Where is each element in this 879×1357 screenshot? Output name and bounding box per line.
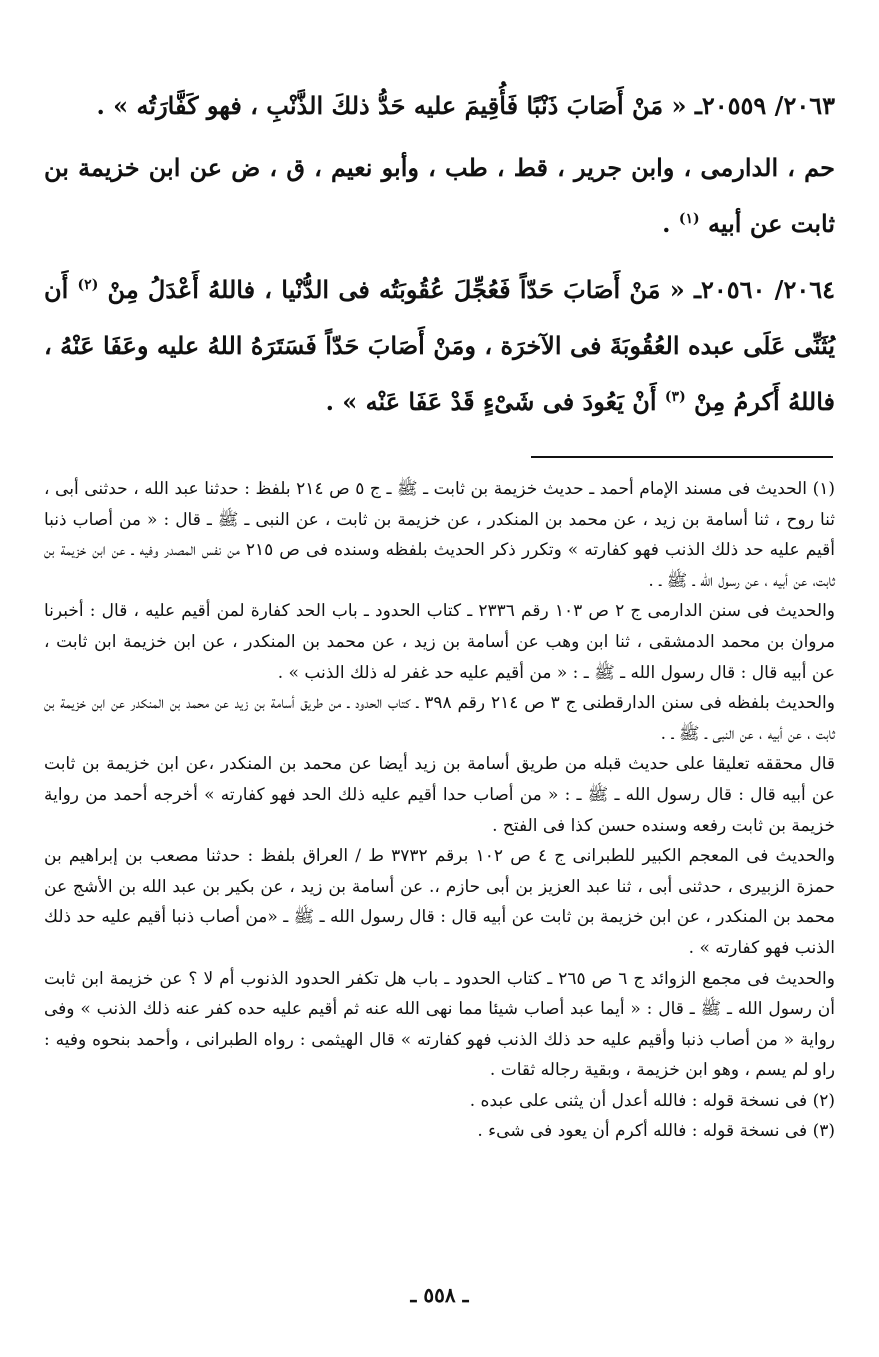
sources-end: . [662,209,679,238]
hadith-number: ٢٠٦٣/ ٢٠٥٥٩ [701,91,835,120]
footnote-3: (٣) فى نسخة قوله : فالله أكرم أن يعود فى شىء . [477,1121,835,1142]
hadith-number: ٢٠٦٤/ ٢٠٥٦٠ [700,275,835,304]
footnote-1: (١) الحديث فى مسند الإمام أحمد ـ حديث خزيمة بن ثابت ـ ﷺ ـ ج ٥ ص ٢١٤ بلفظ : حدثنا عبد الله ، حدثنى أبى ، ثنا روح ، ثنا أسامة بن زيد ، عن محمد بن المنكدر ، عن خزيمة بن ثابت ، عن النبى ـ ﷺ ـ قال : « من أصاب ذنبا أقيم عليه حد ذلك الذنب فهو كفارته » وتكرر ذكر الحديث بلفظه وسنده فى ص ٢١٥ من نفس المصدر وفيه ـ عن ابن خزيمة بن ثابت، عن أبيه ، عن رسول الله ـ ﷺ ـ . [44,479,835,591]
hadith-2063 [44,78,835,134]
hadith-text: ـ « مَنْ أَصَابَ ذَنْبًا فَأُقِيمَ عليه حَدُّ ذلكَ الذَّنْبِ ، فهو كَفَّارَتُه » . [96,91,702,120]
page-number: ـ ٥٥٨ ـ [410,1283,469,1307]
footnotes [44,474,835,1147]
main-text [44,78,835,430]
footnote-1-darimi: والحديث فى سنن الدارمى ج ٢ ص ١٠٣ رقم ٢٣٣٦ ـ كتاب الحدود ـ باب الحد كفارة لمن أقيم عليه ، قال : أخبرنا مروان بن محمد الدمشقى ، ثنا ابن وهب عن أسامة بن زيد ، عن محمد بن المنكدر ، عن ابن خزيمة ابن ثابت ، عن أبيه قال : قال رسول الله ـ ﷺ ـ : « من أقيم عليه حد غفر له ذلك الذنب » . [44,601,835,683]
sources-text: حم ، الدارمى ، وابن جرير ، قط ، طب ، وأبو نعيم ، ق ، ض عن ابن خزيمة بن ثابت عن أبيه [44,153,835,238]
footnote-1-majma: والحديث فى مجمع الزوائد ج ٦ ص ٢٦٥ ـ كتاب الحدود ـ باب هل تكفر الحدود الذنوب أم لا ؟ عن خزيمة ابن ثابت أن رسول الله ـ ﷺ ـ قال : « أيما عبد أصاب شيئا مما نهى الله عنه ثم أقيم عليه حده كفر عنه ذلك الذنب » وفى رواية « من أصاب ذنبا وأقيم عليه حد ذلك الذنب فهو كفارته » قال الهيثمى : رواه الطبرانى ، وأحمد بنحوه وفيه : راو لم يسم ، وهو ابن خزيمة ، وبقية رجاله ثقات . [44,968,835,1081]
footnote-2: (٢) فى نسخة قوله : فالله أعدل أن يثنى على عبده . [469,1090,835,1111]
footnote-ref-3: (٣) [664,389,686,405]
hadith-2064 [44,262,835,430]
footnote-separator [531,456,833,458]
footnote-1-commentary: قال محققه تعليقا على حديث قبله من طريق أسامة بن زيد أيضا عن محمد بن المنكدر ،عن ابن خزيمة بن ثابت عن أبيه قال : قال رسول الله ـ ﷺ ـ : « من أصاب حدا أقيم عليه ذلك الحد فهو كفارته » أخرجه أحمد من رواية خزيمة بن ثابت رفعه وسنده حسن كذا فى الفتح . [44,754,835,836]
hadith-text-part: أَنْ يَعُودَ فى شَىْءٍ قَدْ عَفَا عَنْه » . [325,387,665,416]
footnote-ref-1: (١) [678,211,700,227]
hadith-text-part: ـ « مَنْ أَصَابَ حَدّاً فَعُجِّلَ عُقُوبَتُه فى الدُّنْيا ، فاللهُ أَعْدَلُ مِنْ [107,275,701,304]
hadith-sources [44,140,835,252]
hadith-text-part: أَن يُثَنِّى عَلَى عبده العُقُوبَةَ فى الآخرَة ، ومَنْ أَصَابَ حَدّاً فَسَتَرَهُ اللهُ عليه وعَفَا عَنْهُ ، فاللهُ أَكرمُ مِنْ [44,275,835,416]
footnote-1-tabarani: والحديث فى المعجم الكبير للطبرانى ج ٤ ص ١٠٢ برقم ٣٧٣٢ ط / العراق بلفظ : حدثنا مصعب بن إبراهيم بن حمزة الزبيرى ، حدثنى أبى ، ثنا عبد العزيز بن أبى حازم ،. عن أسامة بن زيد ، عن بكير بن عبد الله بن الأشج عن محمد بن المنكدر ، عن ابن خزيمة بن ثابت عن أبيه قال : قال رسول الله ـ ﷺ ـ «من أصاب ذنبا أقيم عليه حد ذلك الذنب فهو كفارته » . [44,846,835,958]
footnote-ref-2: (٢) [77,277,99,293]
footnote-1-daraqutni: والحديث بلفظه فى سنن الدارقطنى ج ٣ ص ٢١٤ رقم ٣٩٨ ـ كتاب الحدود ـ من طريق أسامة بن زيد عن محمد بن المنكدر عن ابن خزيمة بن ثابت ، عن أبيه ، عن النبى ـ ﷺ ـ . [44,693,835,744]
